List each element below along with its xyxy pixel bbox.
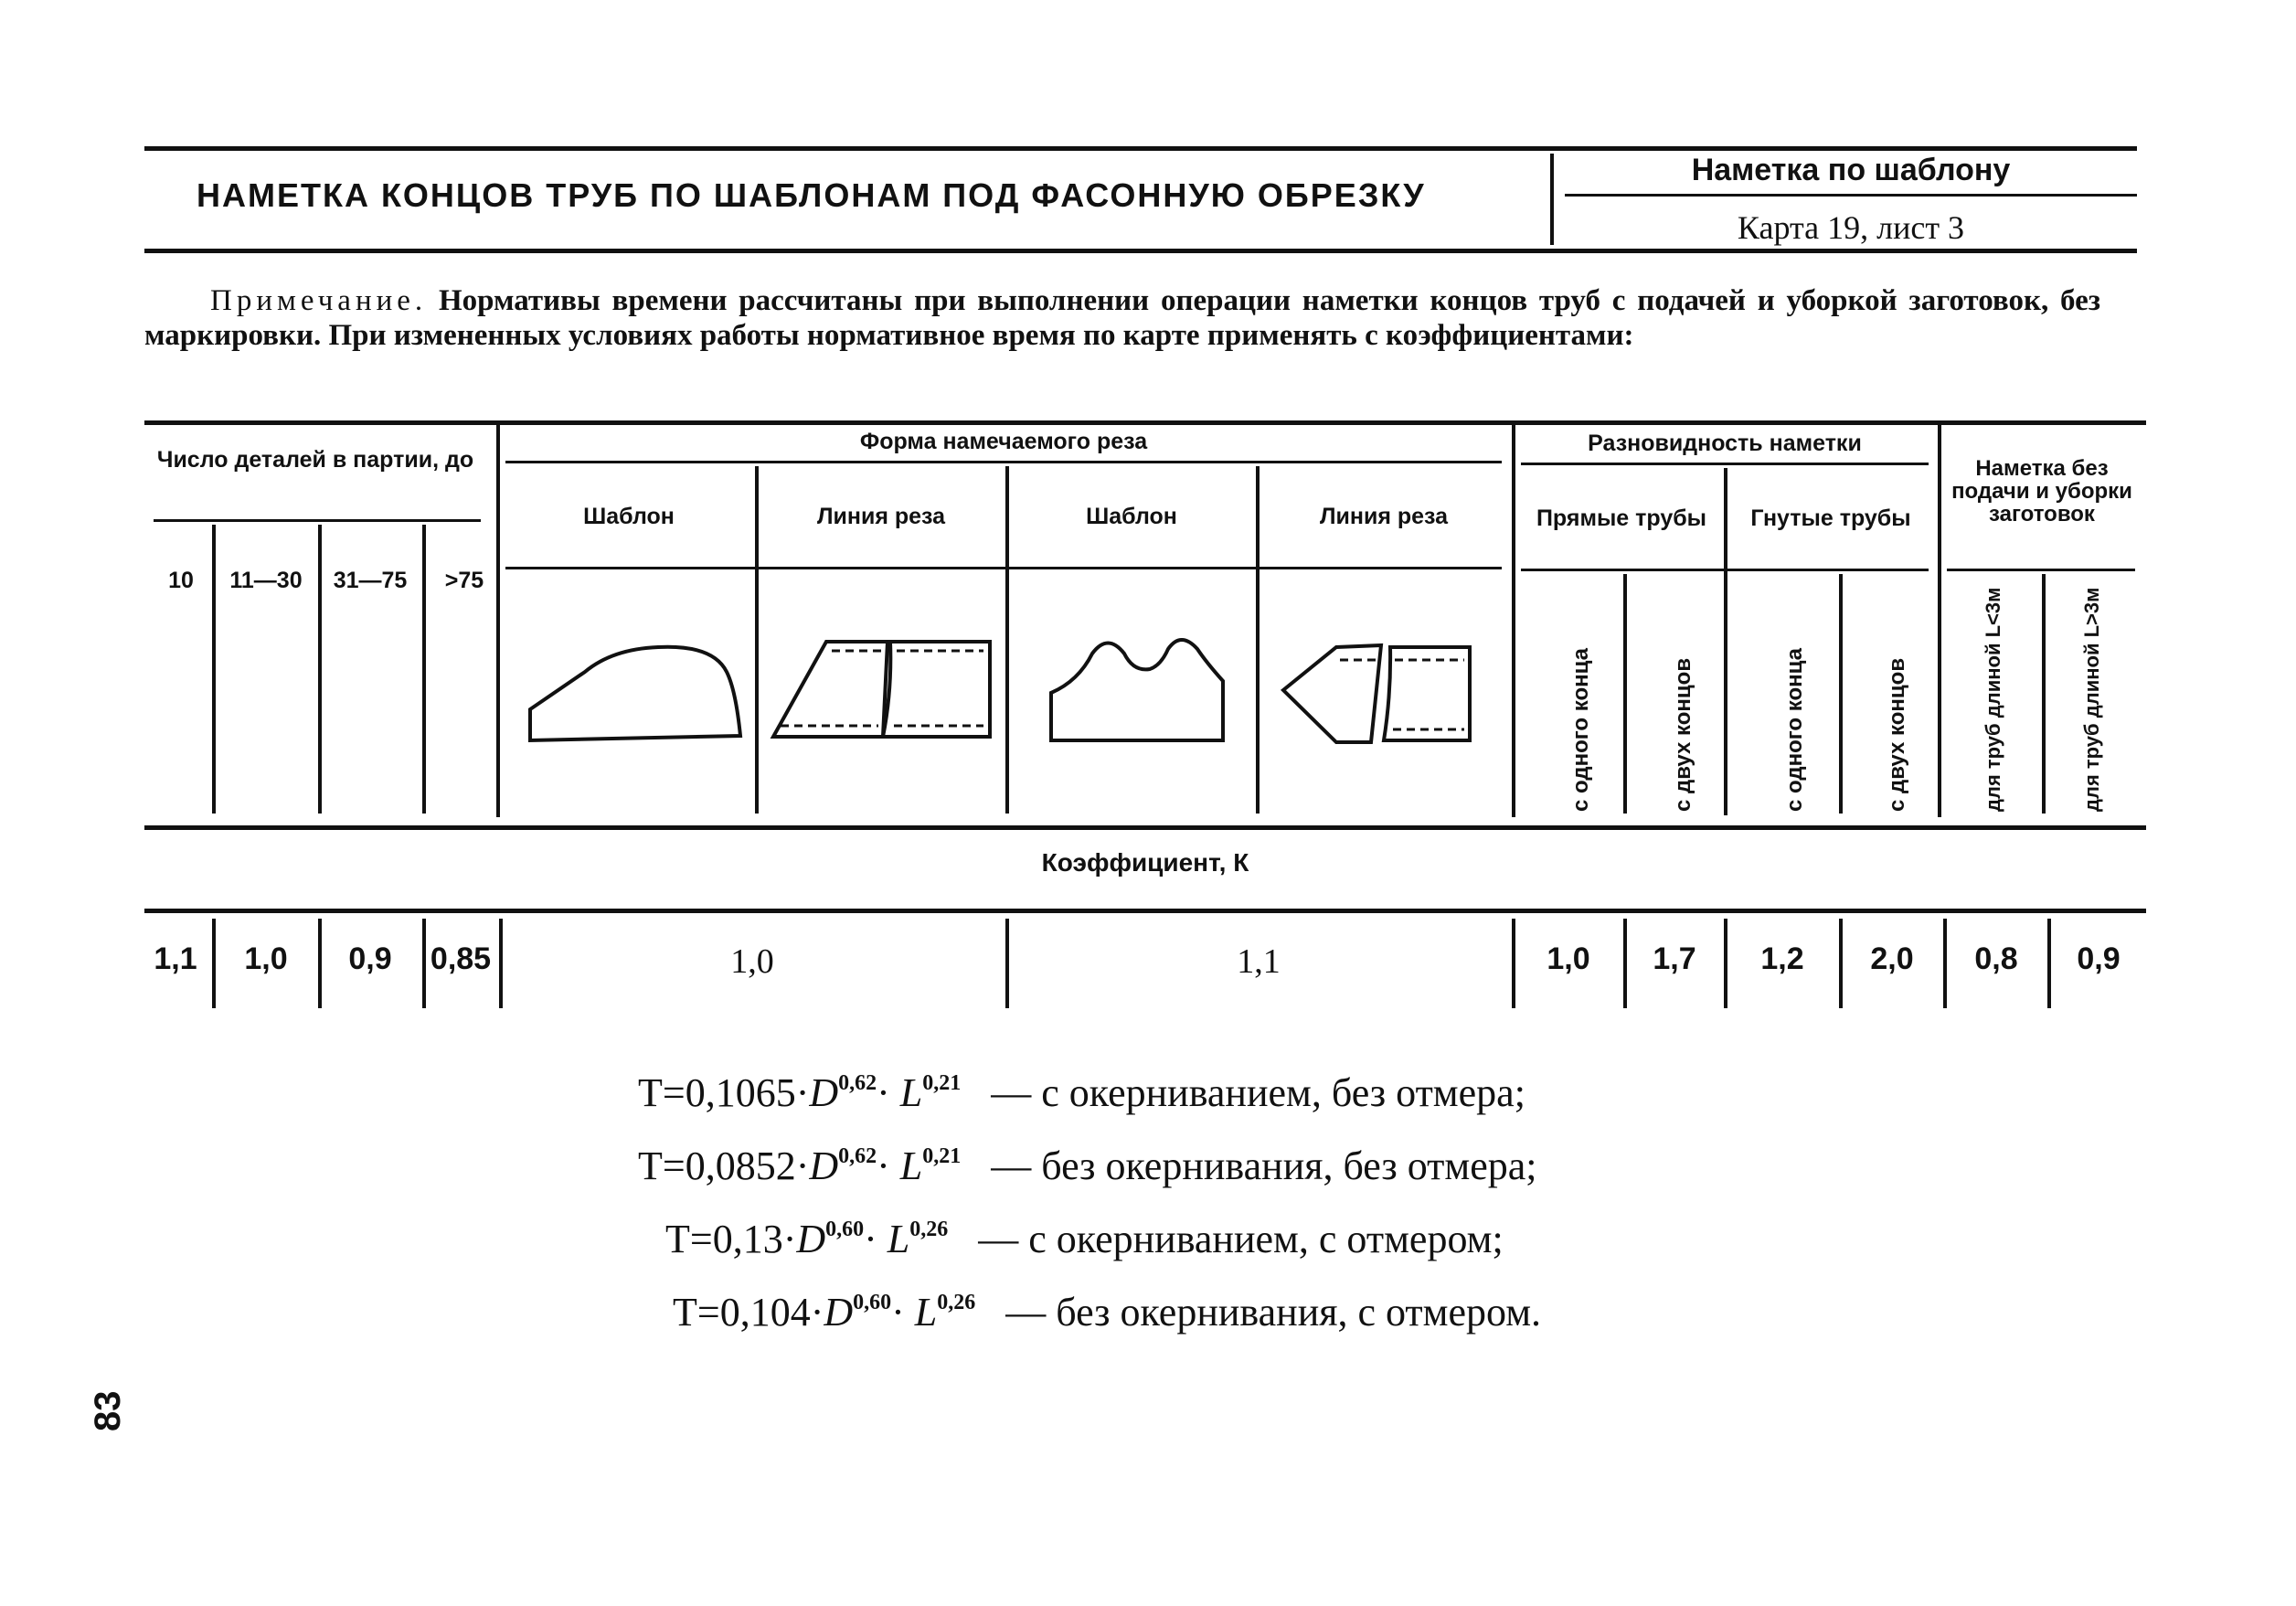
page-number: 83	[88, 1390, 128, 1431]
table-header-bottom-rule	[144, 825, 2146, 830]
coef-shape-2: 1,1	[1237, 942, 1281, 981]
shape-sub-rule-2	[505, 567, 1502, 569]
variety-sub-3: с одного конца	[1782, 647, 1807, 812]
formula-2: $Т=0,0852\cdot D^{0,62}\cdot L^{0,21}$ — без окернивания, без отмера;	[638, 1143, 1537, 1188]
coef-bottom-rule	[144, 909, 2146, 913]
shape-sub-rule	[505, 461, 1502, 463]
variety-header: Разновидность наметки	[1588, 431, 1862, 456]
shape-col-2: Линия реза	[816, 504, 946, 529]
variety-sub-2: с двух концов	[1671, 657, 1695, 812]
coef-variety-1: 1,0	[1547, 941, 1590, 976]
batch-col-2: 11—30	[229, 568, 303, 593]
coef-batch-1: 1,1	[154, 941, 197, 976]
coef-variety-4: 2,0	[1870, 941, 1914, 976]
batch-col-3: 31—75	[333, 568, 408, 593]
variety-div-3	[1839, 574, 1843, 814]
formula-4: $Т=0,104\cdot D^{0,60}\cdot L^{0,26}$ — без окернивания, с отмером.	[673, 1290, 1542, 1335]
coef-variety-2: 1,7	[1653, 941, 1696, 976]
note-label: Примечание.	[210, 284, 428, 317]
variety-sub-rule	[1521, 463, 1929, 465]
variety-div-1	[1623, 574, 1627, 814]
batch-div-1	[212, 525, 216, 814]
shape-col-4: Линия реза	[1319, 504, 1449, 529]
variety-group-bent: Гнутые трубы	[1750, 505, 1911, 531]
shape-col-1: Шаблон	[583, 504, 675, 529]
note-text: Нормативы времени рассчитаны при выполнении операции наметки концов труб с подачей и уборкой заготовок, без маркировки. При измененных условиях работы нормативное время по карте применять с коэффициентами:	[144, 284, 2101, 352]
template-shape-1	[521, 631, 749, 750]
divider-shape-variety	[1512, 422, 1515, 817]
template-shape-2	[1042, 631, 1234, 750]
card-number: Карта 19, лист 3	[1737, 209, 1965, 246]
coef-batch-3: 0,9	[348, 941, 392, 976]
variety-sub-4: с двух концов	[1885, 657, 1909, 812]
header-top-rule	[144, 146, 2137, 151]
header-divider	[1550, 154, 1554, 245]
shape-header: Форма намечаемого реза	[859, 429, 1148, 454]
variety-sub-1: с одного конца	[1568, 647, 1593, 812]
batch-col-4: >75	[444, 568, 484, 593]
nofeed-sub-rule	[1947, 569, 2135, 571]
formula-1: $Т=0,1065\cdot D^{0,62}\cdot L^{0,21}$ — с окерниванием, без отмера;	[638, 1070, 1525, 1115]
section-name: Наметка по шаблону	[1691, 153, 2011, 187]
coef-nofeed-2: 0,9	[2077, 941, 2121, 976]
coef-batch-4: 0,85	[430, 941, 492, 976]
coef-nofeed-1: 0,8	[1974, 941, 2018, 976]
nofeed-sub-1: для труб длиной L<3м	[1982, 587, 2004, 812]
nofeed-div	[2042, 574, 2046, 814]
batch-header: Число деталей в партии, до	[156, 447, 474, 473]
coef-div-1	[212, 919, 216, 1008]
batch-div-3	[422, 525, 426, 814]
coef-shape-1: 1,0	[730, 942, 774, 981]
header-bottom-rule	[144, 249, 2137, 253]
shape-col-3: Шаблон	[1086, 504, 1177, 529]
nofeed-sub-2: для труб длиной L>3м	[2080, 587, 2103, 812]
cut-line-shape-1	[773, 636, 993, 746]
table-top-rule	[144, 420, 2146, 425]
page-title: НАМЕТКА КОНЦОВ ТРУБ ПО ШАБЛОНАМ ПОД ФАСОННУЮ ОБРЕЗКУ	[197, 176, 1426, 214]
header-right-divider	[1565, 194, 2137, 197]
batch-sub-rule	[154, 519, 481, 522]
note-paragraph	[144, 283, 2100, 353]
divider-batch-shape	[496, 422, 500, 817]
batch-col-1: 10	[168, 568, 194, 593]
cut-line-shape-2	[1276, 640, 1504, 750]
nofeed-header: Наметка без подачи и уборки заготовок	[1951, 456, 2132, 526]
coef-variety-3: 1,2	[1760, 941, 1804, 976]
coef-label: Коэффициент, К	[1041, 848, 1249, 877]
formula-3: $Т=0,13\cdot D^{0,60}\cdot L^{0,26}$ — с окерниванием, с отмером;	[665, 1217, 1504, 1261]
variety-group-straight: Прямые трубы	[1536, 505, 1707, 531]
coef-batch-2: 1,0	[244, 941, 288, 976]
divider-variety-nofeed	[1938, 422, 1941, 817]
